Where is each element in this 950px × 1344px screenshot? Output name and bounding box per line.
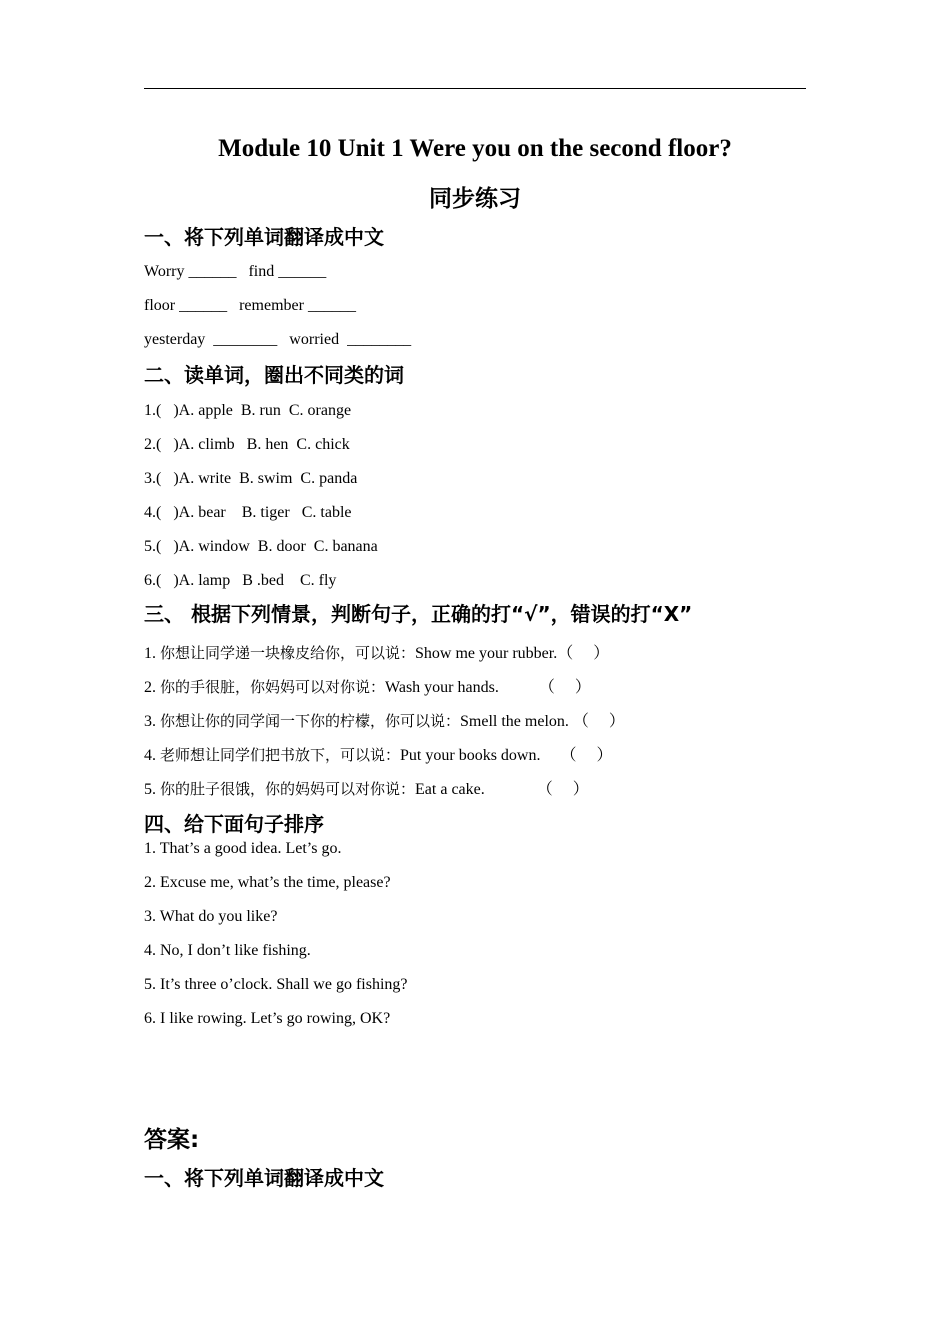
odd-word-item: 3.( )A. write B. swim C. panda [144, 470, 358, 487]
judgement-item [144, 710, 625, 733]
ordering-sentence: 1. That’s a good idea. Let’s go. [144, 840, 342, 857]
section2-heading: 二、读单词，圈出不同类的词 [144, 363, 404, 387]
section1-heading: 一、将下列单词翻译成中文 [144, 225, 384, 249]
answers-section1-heading: 一、将下列单词翻译成中文 [144, 1166, 384, 1190]
vocab-line: yesterday ________ worried ________ [144, 331, 412, 348]
item-number: 3. [144, 713, 160, 730]
item-scenario: 你的手很脏，你妈妈可以对你说： [160, 678, 386, 696]
judgement-item [144, 744, 612, 767]
judgement-item [144, 778, 589, 801]
answer-blank: （ ） [557, 645, 610, 662]
item-number: 1. [144, 645, 160, 662]
answer-blank: （ ） [540, 747, 613, 764]
item-sentence: Put your books down. [400, 747, 541, 764]
item-scenario: 你想让同学递一块橡皮给你，可以说： [160, 644, 416, 662]
item-number: 2. [144, 679, 160, 696]
page-subtitle: 同步练习 [429, 186, 521, 212]
odd-word-item: 4.( )A. bear B. tiger C. table [144, 504, 352, 521]
ordering-sentence: 2. Excuse me, what’s the time, please? [144, 874, 391, 891]
ordering-sentence: 6. I like rowing. Let’s go rowing, OK? [144, 1010, 391, 1027]
odd-word-item: 6.( )A. lamp B .bed C. fly [144, 572, 337, 589]
item-sentence: Eat a cake. [415, 781, 485, 798]
page-title: Module 10 Unit 1 Were you on the second floor? [218, 135, 732, 162]
item-sentence: Wash your hands. [385, 679, 499, 696]
answer-blank: （ ） [498, 679, 591, 696]
odd-word-item: 5.( )A. window B. door C. banana [144, 538, 378, 555]
ordering-sentence: 3. What do you like? [144, 908, 278, 925]
item-scenario: 你的肚子很饿，你的妈妈可以对你说： [160, 780, 416, 798]
ordering-sentence: 4. No, I don’t like fishing. [144, 942, 311, 959]
item-sentence: Show me your rubber. [415, 645, 558, 662]
item-number: 4. [144, 747, 160, 764]
section4-heading: 四、给下面句子排序 [144, 812, 324, 836]
ordering-sentence: 5. It’s three o’clock. Shall we go fishing? [144, 976, 408, 993]
vocab-line: floor ______ remember ______ [144, 297, 356, 314]
item-sentence: Smell the melon. [460, 713, 569, 730]
header-rule [144, 88, 806, 89]
vocab-line: Worry ______ find ______ [144, 263, 327, 280]
judgement-item [144, 676, 591, 699]
section3-heading: 三、 根据下列情景，判断句子，正确的打“√”，错误的打“X” [144, 602, 693, 626]
item-scenario: 老师想让同学们把书放下，可以说： [160, 746, 401, 764]
item-number: 5. [144, 781, 160, 798]
judgement-item [144, 642, 609, 665]
item-scenario: 你想让你的同学闻一下你的柠檬，你可以说： [160, 712, 461, 730]
answer-blank: （ ） [568, 713, 625, 730]
odd-word-item: 2.( )A. climb B. hen C. chick [144, 436, 350, 453]
answer-blank: （ ） [484, 781, 589, 798]
answers-heading: 答案: [144, 1127, 200, 1153]
odd-word-item: 1.( )A. apple B. run C. orange [144, 402, 352, 419]
